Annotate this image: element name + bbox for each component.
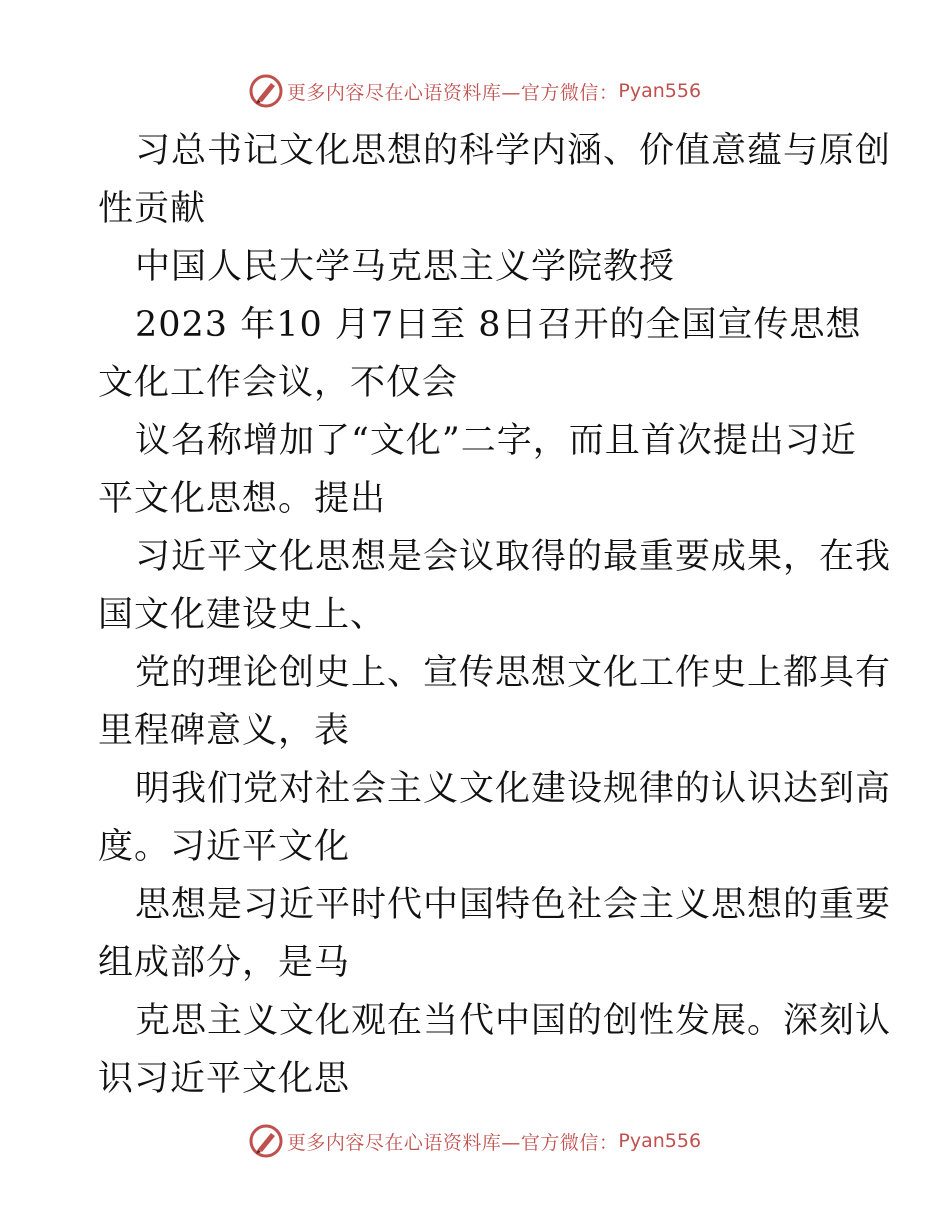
document-body [98, 122, 892, 1108]
text-line: 党的理论创史上、宣传思想文化工作史上都具有 [135, 653, 892, 693]
text-line: 里程碑意义，表 [98, 711, 351, 751]
text-line: 识习近平文化思 [98, 1059, 351, 1099]
text-line: 习近平文化思想是会议取得的最重要成果，在我 [135, 537, 892, 577]
header-watermark-banner [0, 71, 950, 111]
banner-wechat-id: Pyan556 [618, 1130, 702, 1152]
text-line: 性贡献 [98, 189, 207, 229]
text-line: 议名称增加了“文化”二字，而且首次提出习近 [135, 421, 857, 461]
banner-text: 更多内容尽在心语资料库—官方微信： [286, 81, 619, 104]
footer-watermark-banner [0, 1121, 950, 1161]
banner-text: 更多内容尽在心语资料库—官方微信： [286, 1131, 619, 1154]
text-line: 文化工作会议，不仅会 [98, 363, 459, 403]
pen-logo-icon [249, 74, 283, 108]
text-line: 2023 年10 月7日至 8日召开的全国宣传思想 [135, 305, 862, 345]
text-line: 组成部分，是马 [98, 943, 351, 983]
banner-wechat-id: Pyan556 [618, 80, 702, 102]
text-line: 克思主义文化观在当代中国的创性发展。深刻认 [135, 1001, 892, 1041]
text-line: 明我们党对社会主义文化建设规律的认识达到高 [135, 769, 892, 809]
text-line: 国文化建设史上、 [98, 595, 387, 635]
text-line: 度。习近平文化 [98, 827, 351, 867]
text-line: 平文化思想。提出 [98, 479, 387, 519]
text-line: 中国人民大学马克思主义学院教授 [135, 247, 676, 287]
pen-logo-icon [249, 1124, 283, 1158]
text-line: 思想是习近平时代中国特色社会主义思想的重要 [135, 885, 892, 925]
text-line: 习总书记文化思想的科学内涵、价值意蕴与原创 [135, 131, 892, 171]
